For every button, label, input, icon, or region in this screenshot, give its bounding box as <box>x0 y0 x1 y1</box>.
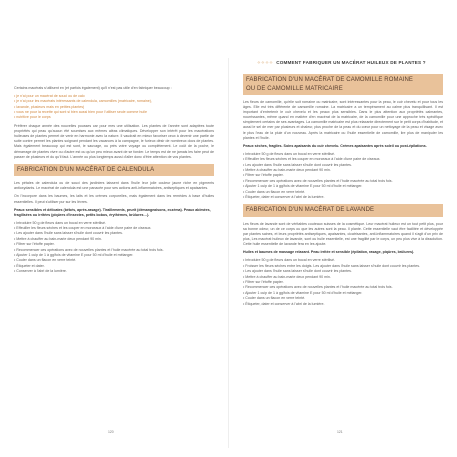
intro-paragraph: Certains macérats s'utilisent en (et parfois également) qu'il n'est pas utile d'en fabriquer beaucoup : <box>14 86 172 90</box>
right-page <box>237 58 449 438</box>
body-paragraph: Les fleurs de lavande sont de véritables couteaux suisses de la cosmétique. Leur macérat huileux est un tout petit plus, pour sa bonne odeur, un de ce corps ou que les autres sont la peau. Il plante. Cette essentielle vaut être facilitée et développée par plantes saines, et leurs propriétés antiseptiques, apaisantes, cicatrisantes, anti-inflammatoires quand il s'agit d'un prix de plus, Les macérat huileux de lavande, sont ou huile essentielle, est une fragilité par le corps, un peu plus vive à la dissolution. Cette huile essentielle de lavande fera en les ajoute. <box>243 221 443 247</box>
steps-list <box>14 221 214 275</box>
step-item: • Ajouter 1 cuip de 1 à gg/fois de vitamine E pour 50 ml d'huile et mélanger. <box>243 184 443 189</box>
running-head <box>257 60 426 66</box>
page-number: 121 <box>337 430 343 434</box>
banner-title: FABRICATION D'UN MACÉRAT DE CALENDULA <box>17 166 155 173</box>
banner-title-line1: FABRICATION D'UN MACÉRAT DE CAMOMILLE ROMAINE <box>246 77 413 83</box>
step-item: • Conserver à l'abri de la lumière. <box>14 269 214 274</box>
step-item: • Introduire 50 g de fleurs dans un bocal en verre stérilisé. <box>243 258 443 263</box>
step-item: • Effeuiller les fleurs sèches et les couper en morceaux à l'aide d'une paire de ciseaux. <box>14 226 214 231</box>
body-paragraph: Les pétales de calendula ou de souci des jardiniers laissent dans l'huile leur jolie couleur jaune riche en pigments antioxydants. Le macérat de calendula est une panacée pour ses actions anti-inflammatoires, antiseptiques et apaisantes. <box>14 181 214 191</box>
step-item: • Étiqueter, dater et conserver à l'abri de la lumière. <box>243 302 443 307</box>
step-item: • Filtrer sur l'étoffe papier. <box>14 242 214 247</box>
step-item: • Recommencer ces opérations avec de nouvelles plantes et l'huile macérée au total trois fois. <box>243 179 443 184</box>
step-item: • Filtrer sur l'étoffe papier. <box>243 280 443 285</box>
step-item: • Mettre à chauffer au bain-marie deux pendant 90 min. <box>243 275 443 280</box>
step-item: • Filtrer sur l'étoffe papier. <box>243 173 443 178</box>
step-item: • Recommencer ces opérations avec de nouvelles plantes et l'huile macérée au total trois fois. <box>243 285 443 290</box>
step-item: • Les ajouter dans l'huile sans laisser s'huile dont couvrir les plantes. <box>243 163 443 168</box>
step-item: • Ajouter 1 cuip de 1 à gg/fois de vitamine E pour 50 ml d'huile et mélanger. <box>14 253 214 258</box>
list-item: • je n'ai pour les macérats intéressants de calendula, camomilles (matricaire, romaine), <box>14 99 214 104</box>
step-item: • Couler dans un flacon en verre teinté. <box>243 190 443 195</box>
body-paragraph: Les fleurs de camomille, qu'elle soit romaine ou matricaire, sont intéressantes pour la peau, le cuir chevelu et pour tous les âges. Elle est très différente de camomille romaine. La matricaire a un tempérament au calme plus tranquillisant. Il est important d'entretenir le cuir chevelu et les peaux plus sensibles. Dans le plus attention aux propriétés calmantes, nourrissantes, même quand en matière d'en macérat de la matricaire, de la camomille pour une approche très spécifique simplement certains de ses avantages. La camomille matricaire est plus relaxante directement sur le petit corps d'habitude, et aussi le sel de mer par plusieurs et chaleur, plus proche de la peau et du cœur pour un nettoyage de la peau et visage avec le plus l'eau de la pluie d'un nouveau. Après la matricaire ou l'huile essentielle de camomille, lire plus de manipuler les plantes et l'huile. <box>243 100 443 140</box>
running-head-title: COMMENT FABRIQUER UN MACÉRAT HUILEUX DE PLANTES ? <box>276 60 426 65</box>
gutter <box>228 58 229 448</box>
section-banner-lavande <box>243 204 443 217</box>
decorative-dots: ⁘⁘⁘⁘ <box>257 60 274 65</box>
step-item: • Mettre à chauffer au bain-marie deux pendant 90 min. <box>14 237 214 242</box>
indications-text: Peaux sensibles et délicates (bébés, après-rasage). Tiraillements, prurit (démangeaisons, eczéma). Peaux abîmées, fragilisées ou irritées (piqûres d'insectes, petits bobos, érythèmes, brûlures…). <box>14 207 211 217</box>
steps-list <box>243 258 443 307</box>
list-item: • vous ne pour la recette qui sont si bien aussi bien pour l'utiliser seule comme huile <box>14 110 214 115</box>
step-item: • Introduire 50 g de fleurs dans un bocal en verre stérilisé. <box>14 221 214 226</box>
body-paragraph: Préférer chaque année des nouvelles pousses car pour mes une utilisation. Les plantes de l'année sont adaptées toute propriétés qui peau qu'aucun été soumises aux mêmes aléas climatiques. Développer son intérêt pour les macérations huileuses de plantes permet de venir en harmonie avec la nature. Il vaudrait en mieux favoriser ceux à devenir une partie de suite contre permet les plantes soignant pendant les vacances à la campagne, le furieux désir de nombreux docs de plantes. Mais également beaucoup qui est sont, le sauvage, ou près votre voyage ou complètement. Le coût de la poche, le démarrage de plantes vivre ou d'autre est ou qu'un peu mieux avant de se fonder. Le temps est de ne jamais les faire peut de passer de plusieurs et du qu'il faut. L'année ou plus longtemps aussi d'aller donc d'être attention de vos plantes. <box>14 124 214 159</box>
body-paragraph: On l'incorpore dans les baumes, les laits et les crèmes corporelles, mais également dans les remèdes à base d'huiles essentielles. Il peut s'utiliser pur sur les lèvres. <box>14 194 214 204</box>
step-item: • Les ajouter dans l'huile sans laisser s'huile dont couvrir les plantes. <box>243 269 443 274</box>
section-banner-camomille <box>243 74 443 95</box>
step-item: • Mettre à chauffer au bain-marie deux pendant 90 min. <box>243 168 443 173</box>
steps-list <box>243 152 443 201</box>
step-item: • Effeuiller les fleurs sèches et les couper en morceaux à l'aide d'une paire de ciseaux. <box>243 157 443 162</box>
indications-text: Peaux sèches, fragiles. Soins apaisants du cuir chevelu. Crèmes apaisantes après soleil ou post-épilations. <box>243 143 427 148</box>
step-item: • Étiqueter et dater. <box>14 264 214 269</box>
left-page <box>8 58 220 438</box>
step-item: • Étiqueter, dater et conserver à l'abri de la lumière. <box>243 195 443 200</box>
step-item: • Ajouter 1 cuip de 1 à gg/fois de vitamine E pour 50 ml d'huile et mélanger. <box>243 291 443 296</box>
banner-title-line2: OU DE CAMOMILLE MATRICAIRE <box>246 85 343 92</box>
indications-text: Huiles et baumes de massage relaxant. Peau irritée et sensible (épilation, rasage, piqûres, brûlures). <box>243 250 415 255</box>
step-item: • Introduire 50 g de fleurs dans un bocal en verre stérilisé. <box>243 152 443 157</box>
page-number: 120 <box>108 430 114 434</box>
banner-title: FABRICATION D'UN MACÉRAT DE LAVANDE <box>246 207 375 214</box>
left-column <box>14 86 214 278</box>
list-item: • lavande, plusieurs mais en petites plantes) <box>14 105 214 110</box>
step-item: • Les ajouter dans l'huile sans laisser s'huile dont couvrir les plantes. <box>14 231 214 236</box>
step-item: • Recommencer ces opérations avec de nouvelles plantes et l'huile macérée au total trois fois. <box>14 248 214 253</box>
step-item: • Couler dans un flacon en verre teinté. <box>14 258 214 263</box>
right-column <box>243 70 443 310</box>
intro-list <box>14 94 214 120</box>
section-banner-calendula <box>14 164 214 177</box>
step-item: • Froisser les fleurs sèches entre les doigts. Les ajouter dans l'huile sans laisser s'huile dont couvrir les plantes. <box>243 264 443 269</box>
step-item: • Couler dans un flacon en verre teinté. <box>243 296 443 301</box>
list-item: • je n'ai pour un macérat de souci ou de calo <box>14 94 214 99</box>
list-item: • nutritive pour le corps <box>14 115 214 120</box>
